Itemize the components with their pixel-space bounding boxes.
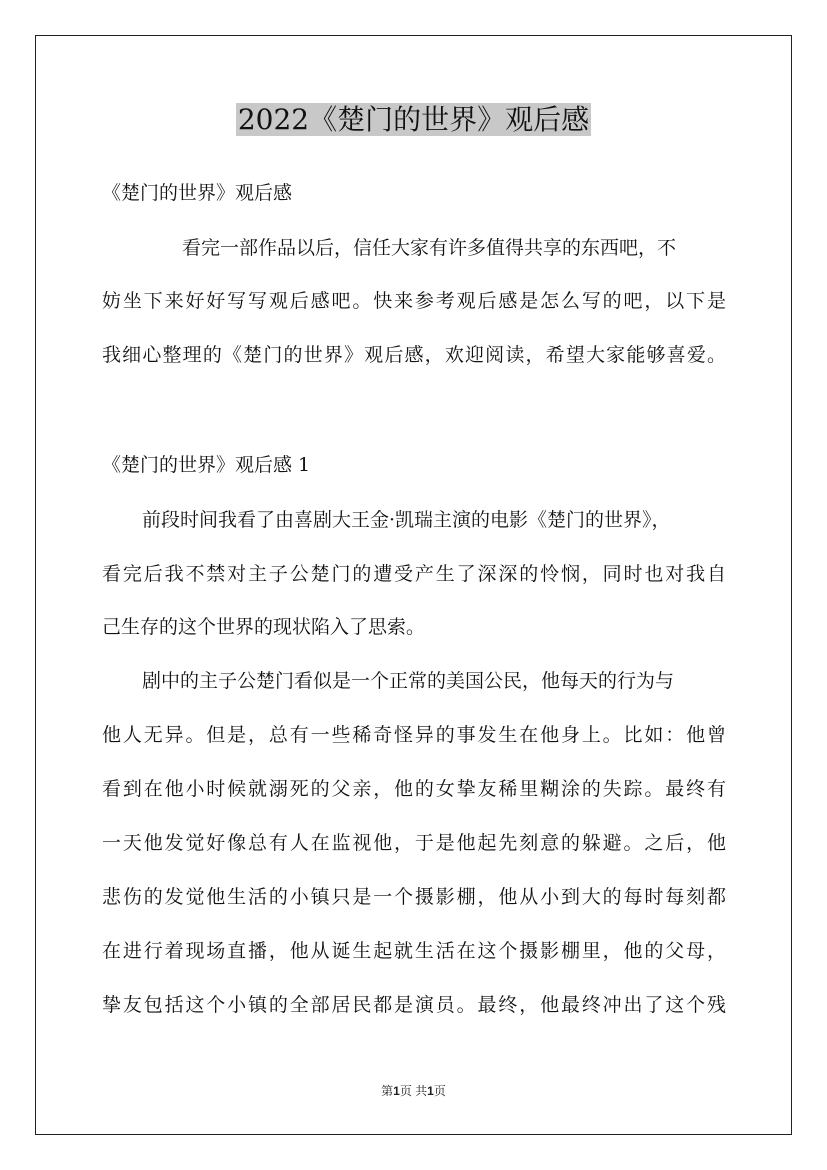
paragraph2-line-1: 剧中的主子公楚门看似是一个正常的美国公民，他每天的行为与: [142, 670, 675, 692]
paragraph2-line-2: 他人无异。但是，总有一些稀奇怪异的事发生在他身上。比如：他曾: [102, 724, 726, 746]
paragraph2-line-6: 在进行着现场直播，他从诞生起就生活在这个摄影棚里，他的父母，: [102, 940, 726, 962]
footer-prefix: 第: [381, 1084, 394, 1098]
paragraph2-line-3: 看到在他小时候就溺死的父亲，他的女挚友稀里糊涂的失踪。最终有: [102, 778, 726, 800]
paragraph1-line-3: 己生存的这个世界的现状陷入了思索。: [102, 616, 426, 638]
paragraph2-line-7: 挚友包括这个小镇的全部居民都是演员。最终，他最终冲出了这个残: [102, 994, 726, 1016]
page-footer: [0, 1083, 827, 1099]
paragraph2-line-4: 一天他发觉好像总有人在监视他，于是他起先刻意的躲避。之后，他: [102, 832, 726, 854]
intro-line-1: 看完一部作品以后，信任大家有许多值得共享的东西吧，不: [182, 237, 677, 259]
intro-line-3: 我细心整理的《楚门的世界》观后感，欢迎阅读，希望大家能够喜爱。: [102, 344, 726, 366]
paragraph1-line-1: 前段时间我看了由喜剧大王金·凯瑞主演的电影《楚门的世界》，: [142, 509, 671, 531]
section-heading: 《楚门的世界》观后感 1: [102, 454, 311, 476]
paragraph2-line-5: 悲伤的发觉他生活的小镇只是一个摄影棚，他从小到大的每时每刻都: [102, 886, 726, 908]
footer-suffix: 页: [433, 1084, 446, 1098]
paragraph1-line-2: 看完后我不禁对主子公楚门的遭受产生了深深的怜悯，同时也对我自: [102, 563, 726, 585]
document-title: [0, 100, 827, 140]
footer-page-total: 1: [427, 1084, 434, 1098]
document-subtitle: 《楚门的世界》观后感: [102, 182, 293, 204]
footer-page-number: 1: [393, 1084, 400, 1098]
footer-middle: 页 共: [399, 1084, 428, 1098]
intro-line-2: 妨坐下来好好写写观后感吧。快来参考观后感是怎么写的吧，以下是: [102, 290, 726, 312]
document-title-text: 2022《楚门的世界》观后感: [237, 103, 590, 136]
